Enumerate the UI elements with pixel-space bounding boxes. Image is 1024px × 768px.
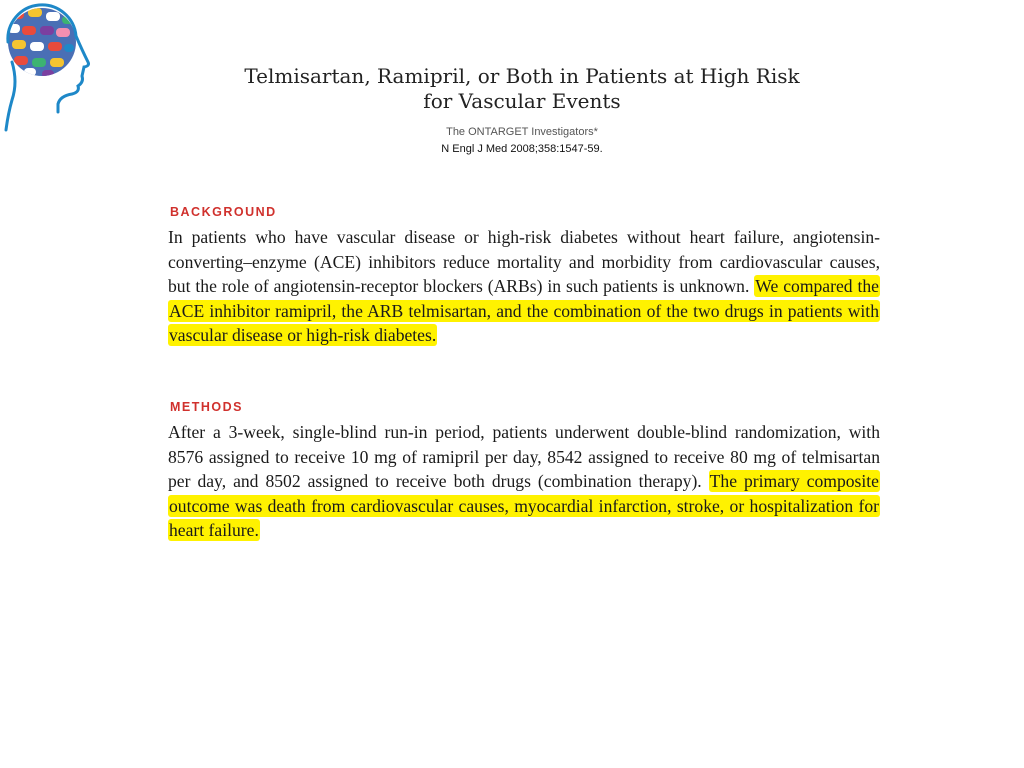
background-heading: BACKGROUND [170,205,277,219]
article-title-line1: Telmisartan, Ramipril, or Both in Patients at High Risk [244,64,800,88]
article-header [232,64,812,155]
article-citation: N Engl J Med 2008;358:1547-59. [441,143,603,155]
background-body [168,225,880,348]
article-title [232,64,812,114]
article-title-line2: for Vascular Events [423,89,621,113]
methods-body [168,420,880,543]
logo-svg [0,0,110,140]
background-text: In patients who have vascular disease or high-risk diabetes without heart failure, angiotensin-converting–enzyme (ACE) inhibitors reduce mortality and morbidity from cardiovascular causes, but the role of angiotensin-receptor blockers (ARBs) in such patients is unknown. [168,227,880,296]
background-highlighted-text: We compared the ACE inhibitor ramipril, the ARB telmisartan, and the combination of the two drugs in patients with vascular disease or high-risk diabetes. [169,276,879,345]
methods-highlighted-text: The primary composite outcome was death from cardiovascular causes, myocardial infarction, stroke, or hospitalization for heart failure. [169,471,879,540]
background-section [168,205,880,348]
methods-section [168,400,880,543]
article-authors: The ONTARGET Investigators* [446,126,598,138]
methods-text: After a 3-week, single-blind run-in period, patients underwent double-blind randomization, with 8576 assigned to receive 10 mg of ramipril per day, 8542 assigned to receive 80 mg of telmisartan per day, and 8502 assigned to receive both drugs (combination therapy). [168,422,880,491]
head-pills-logo-icon [0,0,110,140]
methods-heading: METHODS [170,400,243,414]
